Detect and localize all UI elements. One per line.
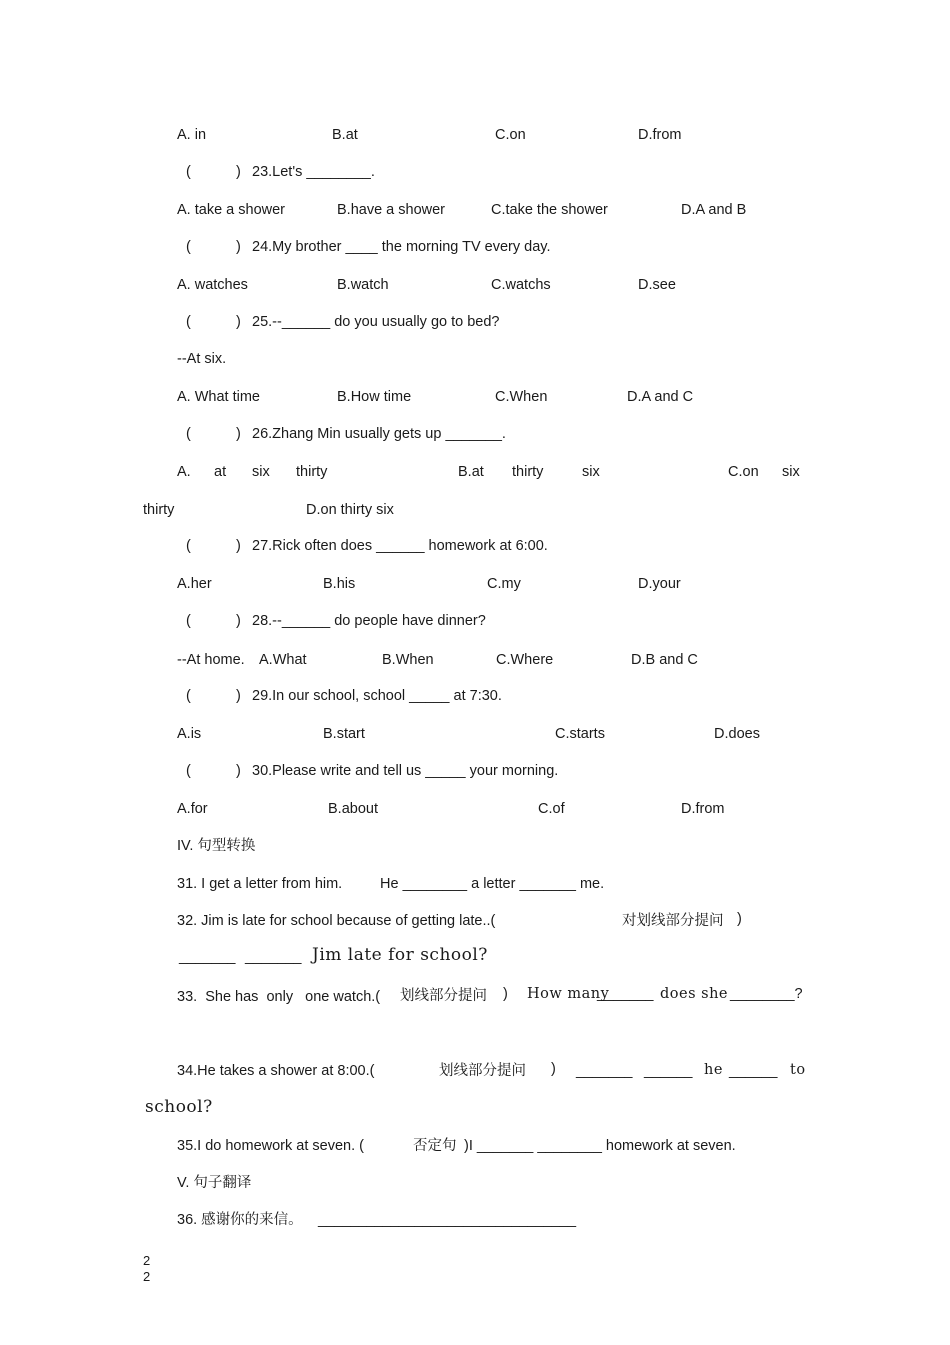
q27-option-b: B.his [323,576,356,592]
q24-option-d: D.see [638,277,676,293]
q34-sentence: 34.He takes a shower at 8:00.( [177,1063,375,1079]
page-number-line-1: 2 [143,1253,151,1268]
q28-option-b: B.When [382,652,434,668]
q29-answer-paren-close: ) [236,688,241,704]
q23-option-a: A. take a shower [177,202,285,218]
q35-sentence: 35.I do homework at seven. ( [177,1138,364,1154]
q32-sentence: 32. Jim is late for school because of getting late..( [177,913,496,929]
q25-answer-paren-close: ) [236,314,241,330]
q29-option-d: D.does [714,726,760,742]
q30-option-a: A.for [177,801,208,817]
q30-option-b: B.about [328,801,378,817]
q34-blank-2: ______ [644,1063,693,1079]
q26-answer-paren-open: ( [186,426,191,442]
q33-sentence: 33. She has only one watch.( [177,989,381,1005]
q33-does-she: does she [660,986,729,1002]
q34-blank-1: _______ [576,1063,633,1079]
q31-sentence: 31. I get a letter from him. [177,876,343,892]
q23-answer-paren-close: ) [236,164,241,180]
q22-option-d: D.from [638,127,682,143]
q30-answer-paren-open: ( [186,763,191,779]
q26-option-b-label: B.at [458,464,484,480]
q27-option-d: D.your [638,576,681,592]
q28-option-c: C.Where [496,652,554,668]
q25-question: 25.--______ do you usually go to bed? [252,314,500,330]
q26-option-a-word2: six [252,464,270,480]
q24-option-b: B.watch [337,277,389,293]
q26-option-c-word2: six [782,464,800,480]
q27-answer-paren-open: ( [186,538,191,554]
q26-option-a-label: A. [177,464,191,480]
section-4-title: IV. 句型转换 [177,838,256,854]
q26-option-b-word2: thirty [512,464,544,480]
q35-rest: )I _______ ________ homework at seven. [464,1138,736,1154]
q22-option-b: B.at [332,127,358,143]
q23-answer-paren-open: ( [186,164,191,180]
q33-blank-2: ________? [730,986,803,1002]
q26-question: 26.Zhang Min usually gets up _______. [252,426,506,442]
q24-option-a: A. watches [177,277,248,293]
q34-line-2: school? [145,1097,213,1117]
q25-option-a: A. What time [177,389,260,405]
q33-blank-1: _______ [597,986,654,1002]
q26-option-c-label: C.on [728,464,759,480]
q34-word-he: he [704,1062,723,1078]
q26-option-c-word3: thirty [143,502,175,518]
q27-option-a: A.her [177,576,212,592]
q26-option-d: D.on thirty six [306,502,394,518]
q23-option-d: D.A and B [681,202,747,218]
q25-option-b: B.How time [337,389,412,405]
q28-answer-paren-open: ( [186,613,191,629]
q24-answer-paren-open: ( [186,239,191,255]
q29-option-a: A.is [177,726,202,742]
q28-answer-line: --At home. [177,652,245,668]
q29-answer-paren-open: ( [186,688,191,704]
section-5-title: V. 句子翻译 [177,1175,252,1191]
q32-instruction-close: ) [737,911,742,927]
q34-instruction-close: ) [551,1061,556,1077]
q34-blank-3: ______ [729,1063,778,1079]
q36-text: 36. 感谢你的来信。 [177,1212,303,1228]
q33-how-many: How many [527,986,610,1002]
q28-option-a: A.What [259,652,307,668]
q26-answer-paren-close: ) [236,426,241,442]
q31-rewrite: He ________ a letter _______ me. [380,876,605,892]
q34-word-to: to [790,1062,806,1078]
q30-option-d: D.from [681,801,725,817]
q27-answer-paren-close: ) [236,538,241,554]
q26-option-a-word1: at [214,464,227,480]
q30-option-c: C.of [538,801,565,817]
q28-question: 28.--______ do people have dinner? [252,613,486,629]
page-number-line-2: 2 [143,1269,151,1284]
q30-answer-paren-close: ) [236,763,241,779]
q22-option-c: C.on [495,127,526,143]
q24-option-c: C.watchs [491,277,551,293]
q24-question: 24.My brother ____ the morning TV every day. [252,239,551,255]
q24-answer-paren-close: ) [236,239,241,255]
q25-answer-line: --At six. [177,351,227,367]
q33-instruction: 划线部分提问 [400,988,487,1004]
q27-option-c: C.my [487,576,521,592]
q35-instruction: 否定句 [413,1138,457,1154]
q34-instruction: 划线部分提问 [439,1063,526,1079]
q22-option-a: A. in [177,127,207,143]
q28-option-d: D.B and C [631,652,698,668]
q32-blank-1: _______ [179,949,236,965]
q36-blank: ________________________________ [318,1212,577,1228]
q33-instruction-close: ) [503,986,508,1002]
q26-option-b-word3: six [582,464,600,480]
q27-question: 27.Rick often does ______ homework at 6:00. [252,538,548,554]
q29-option-b: B.start [323,726,365,742]
q29-question: 29.In our school, school _____ at 7:30. [252,688,502,704]
q30-question: 30.Please write and tell us _____ your morning. [252,763,559,779]
q26-option-a-word3: thirty [296,464,328,480]
q23-question: 23.Let's ________. [252,164,375,180]
q23-option-c: C.take the shower [491,202,608,218]
q25-answer-paren-open: ( [186,314,191,330]
q25-option-c: C.When [495,389,548,405]
q25-option-d: D.A and C [627,389,694,405]
q23-option-b: B.have a shower [337,202,446,218]
q32-rest: Jim late for school? [312,945,488,965]
q32-blank-2: _______ [245,949,302,965]
q28-answer-paren-close: ) [236,613,241,629]
q32-instruction: 对划线部分提问 [622,913,724,929]
q29-option-c: C.starts [555,726,605,742]
